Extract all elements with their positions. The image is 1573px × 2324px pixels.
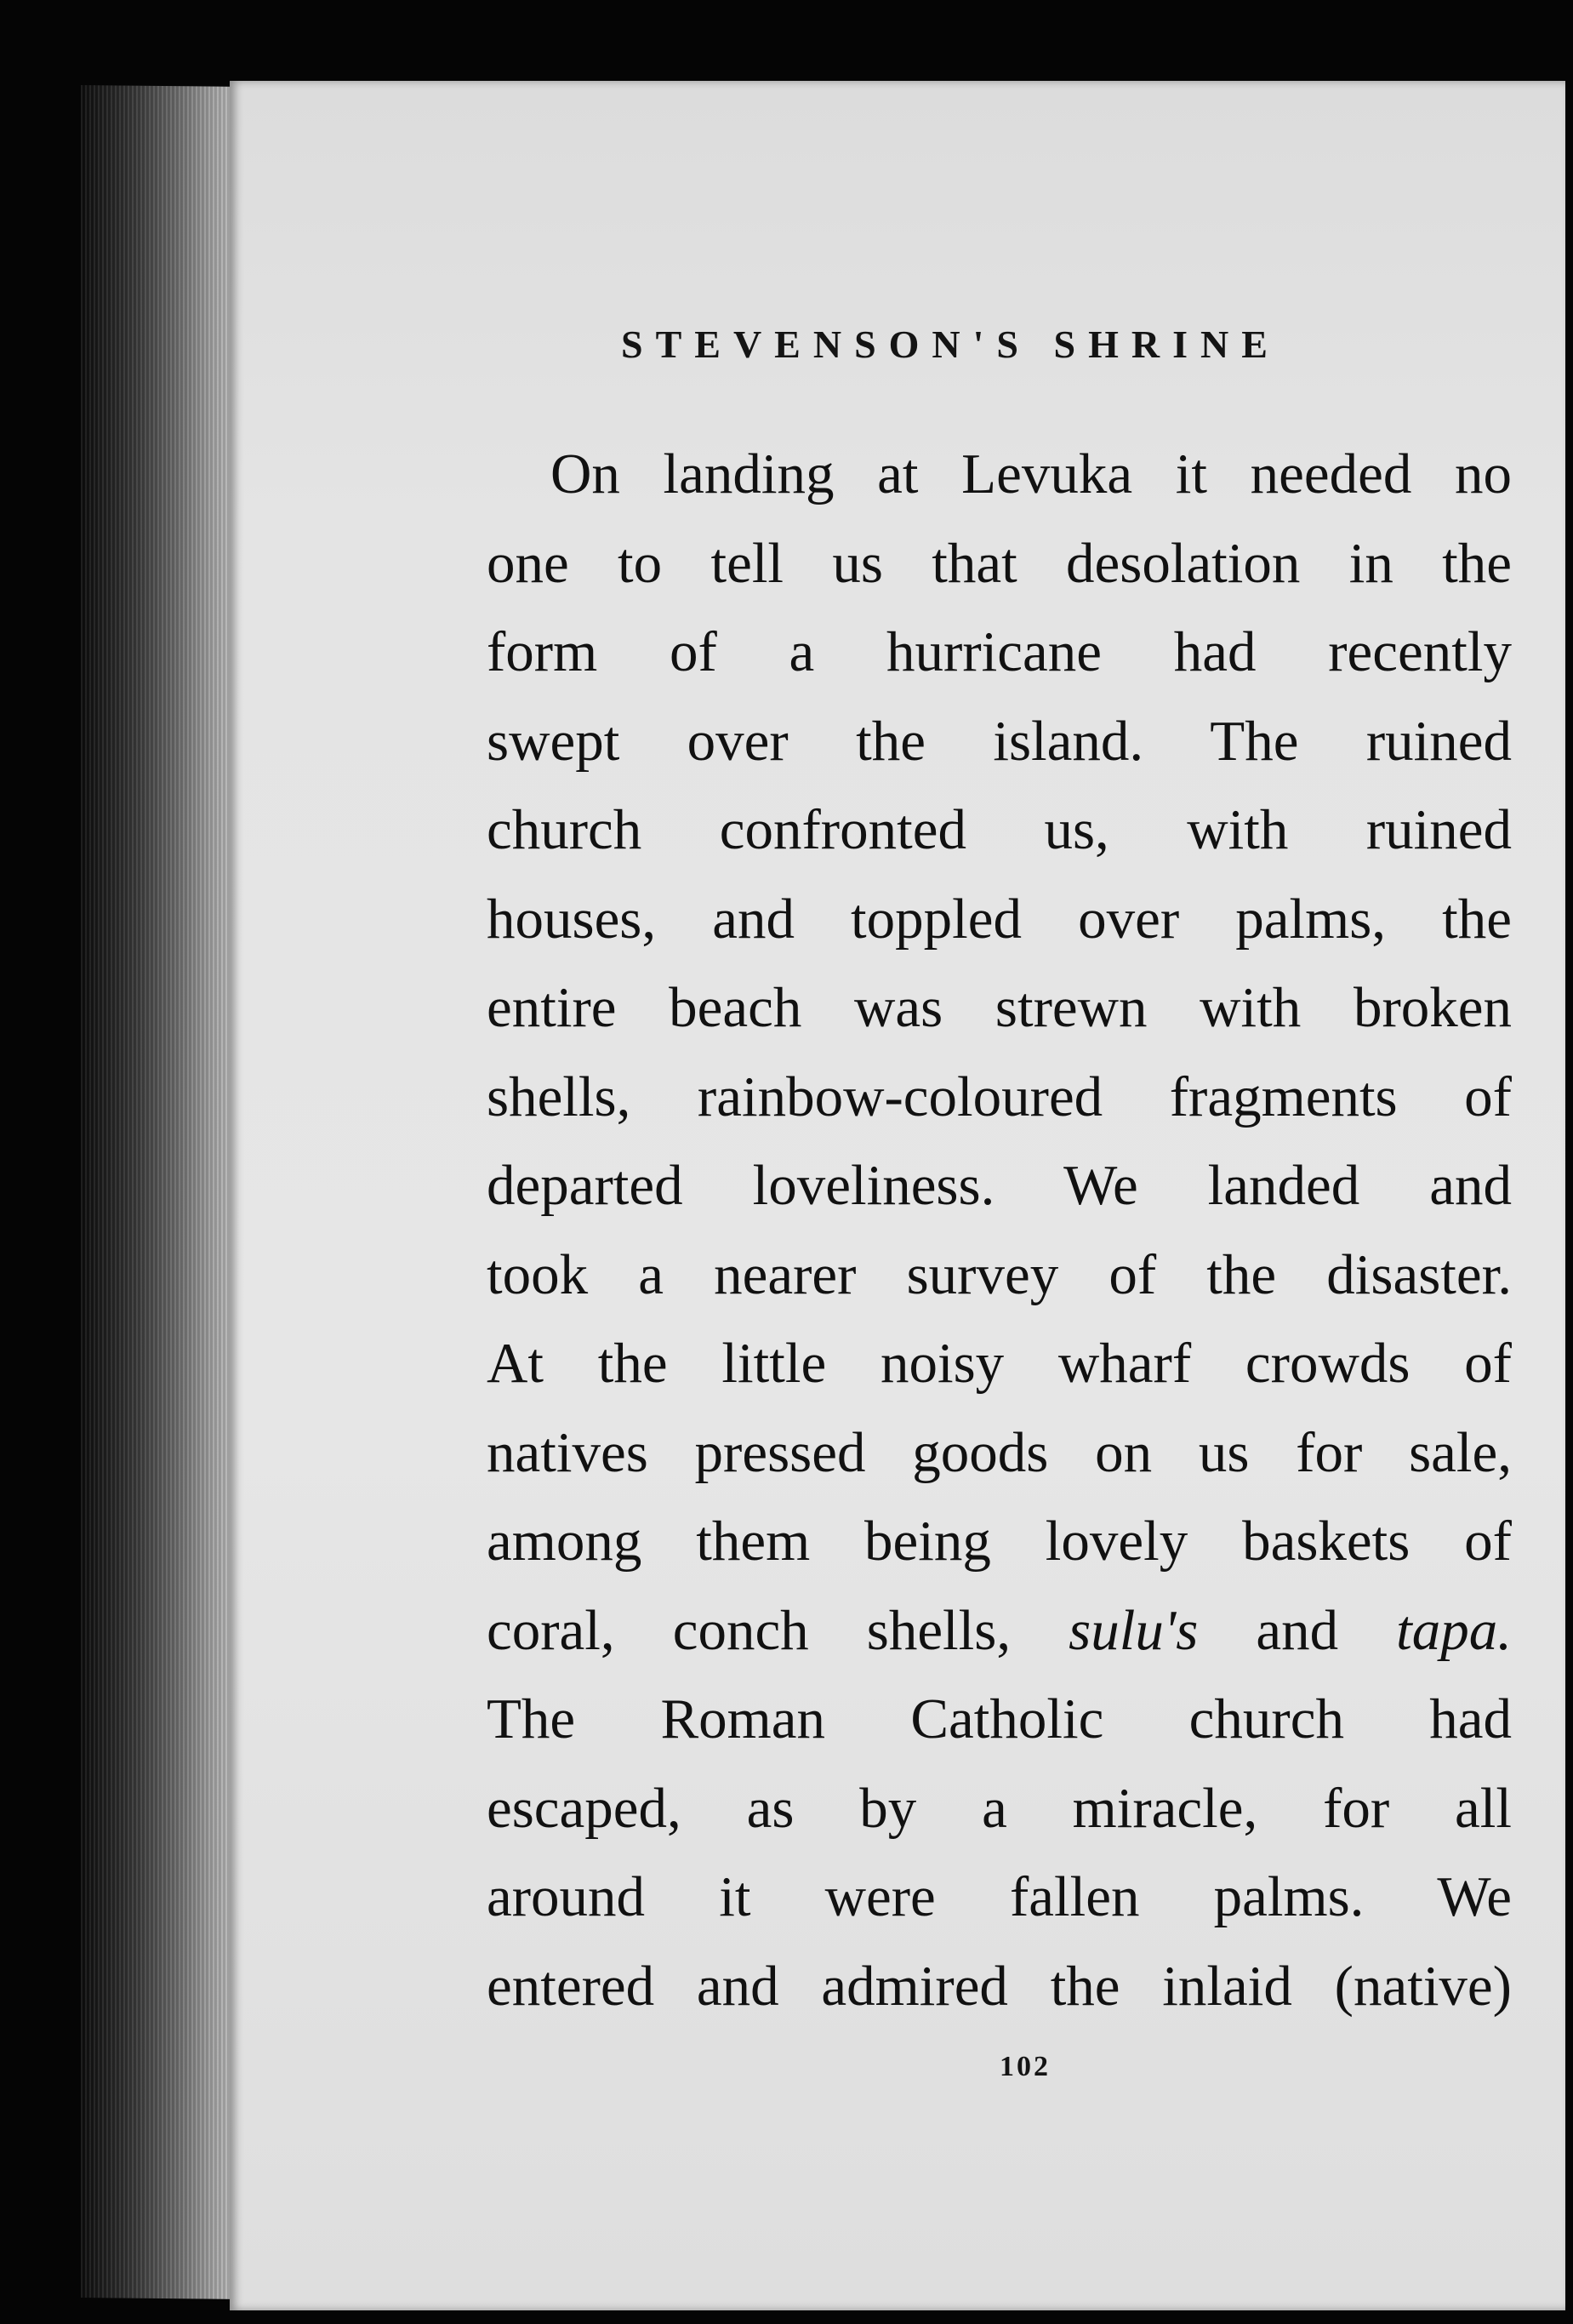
text-line: church confronted us, with ruined xyxy=(487,798,1512,861)
book-page-edges xyxy=(81,85,242,2299)
text-line: took a nearer survey of the disaster. xyxy=(487,1242,1512,1306)
text-line: shells, rainbow-coloured fragments of xyxy=(487,1065,1512,1128)
text-line-with-italics xyxy=(487,1586,1512,1676)
text-line: houses, and toppled over palms, the xyxy=(487,887,1512,951)
text-segment: and xyxy=(1256,1598,1339,1662)
text-segment: coral, conch shells, xyxy=(487,1598,1012,1662)
text-line: On landing at Levuka it needed no xyxy=(550,443,1512,505)
italic-term: sulu's xyxy=(1069,1598,1199,1662)
italic-term: tapa. xyxy=(1396,1598,1513,1662)
text-line: one to tell us that desolation in the xyxy=(487,531,1512,595)
text-line: among them being lovely baskets of xyxy=(487,1510,1512,1573)
text-line: swept over the island. The ruined xyxy=(487,709,1512,773)
text-line: entire beach was strewn with broken xyxy=(487,976,1512,1039)
text-line: departed loveliness. We landed and xyxy=(487,1154,1512,1217)
running-head: STEVENSON'S SHRINE xyxy=(621,323,1280,366)
text-line: around it were fallen palms. We xyxy=(487,1865,1512,1928)
text-line: At the little noisy wharf crowds of xyxy=(487,1332,1512,1395)
text-line: form of a hurricane had recently xyxy=(487,620,1512,683)
page-number: 102 xyxy=(1000,2051,1051,2082)
body-text xyxy=(487,430,1512,2030)
text-line: escaped, as by a miracle, for all xyxy=(487,1776,1512,1840)
text-line: The Roman Catholic church had xyxy=(487,1687,1512,1750)
text-line: entered and admired the inlaid (native) xyxy=(487,1954,1512,2018)
text-line: natives pressed goods on us for sale, xyxy=(487,1420,1512,1484)
